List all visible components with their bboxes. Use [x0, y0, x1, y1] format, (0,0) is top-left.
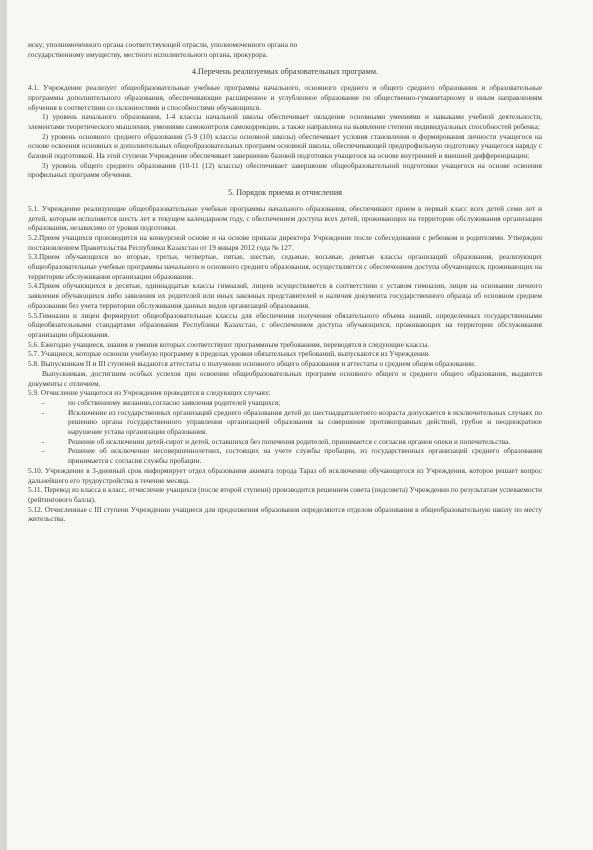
paragraph-5-5: 5.5.Гимназии и лицеи формируют общеобразовательные классы для обеспечения получения обязательного объема знаний, определенных государственными общеобязательными стандартами образования Республики Казахстан, с обеспечением доступа обучающихся, проживающих на территории обслуживания организации образования. — [28, 310, 542, 339]
paragraph-4-level-2: 2) уровень основного среднего образования (5-9 (10) классы основной школы) обеспечивает условия становления и формирования личности учащегося на основе освоения основных и дополнительных общеобразовательных программ основной школы, обеспечивающей предпрофильную подготовку учащегося наряду с базовой подготовкой. На этой ступени Учреждение обеспечивает завершение базовой подготовки учащегося на основе внутренней и внешней дифференциации; — [28, 131, 542, 161]
paragraph-5-8-honors: Выпускникам, достигшим особых успехов при освоении общеобразовательных программ основного общего и среднего общего образования, выдаются документы с отличием. — [28, 368, 542, 388]
paragraph-5-12: 5.12. Отчисленные с III ступени Учреждении учащиеся для продолжения образования определяются отделом образования в общеобразовательную школу по месту жительства. — [28, 504, 542, 524]
list-item: - по собственному желанию,согласно заявления родителей учащихся; — [68, 398, 542, 408]
paragraph-5-9: 5.9. Отчисление учащегося из Учреждения проводится в следующих случаях: — [28, 388, 271, 398]
paragraph-4-level-1: 1) уровень начального образования, 1-4 классы начальной школы обеспечивает овладение основными умениями и навыками учебной деятельности, элементами теоретического мышления, умениями самоконтроля самокоррекции, а также направлена на выявление степени индивидуальных способностей ребенка; — [28, 112, 542, 131]
paragraph-5-8: 5.8. Выпускникам II и III ступеней выдаются аттестаты о получении основного общего образования и аттестаты о среднем общем образовании. — [28, 359, 476, 369]
paragraph-5-3: 5.3.Прием обучающихся во вторые, третьи, четвертые, пятые, шестые, седьмые, восьмые, девятые классы организаций образования, реализующих общеобразовательные учебные программы начального и основного среднего образования, осуществляется с обеспечением доступа обучающихся, проживающих на территории обслуживания организации образования. — [28, 252, 542, 281]
paragraph-5-2: 5.2.Прием учащихся производится на конкурсной основе и на основе приказа директора Учреждение после собеседования с ребенком и родителями. Утвержден постановлением Правительства Республики Казахстан от 19 января 2012 года № 127. — [28, 232, 542, 252]
paragraph-5-4: 5.4.Прием обучающихся в десятые, одиннадцатые классы гимназий, лицеев осуществляется в соответствии с уставом гимназии, лицея на основании личного заявления обучающихся либо заявления их родителей или иных законных представителей и наличия документа государственного образца об основном среднем образовании без учета территории обслуживания данных видов организаций образования. — [28, 281, 542, 310]
section-4-title: 4.Перечень реализуемых образовательных программ. — [191, 67, 379, 77]
paragraph-5-11: 5.11. Перевод из класса в класс, отчисление учащихся (после второй ступени) производится решением совета (педсовета) Учреждении по результатам успеваемости (рейтингового балла). — [28, 485, 542, 504]
section-5-title: 5. Порядок приема и отчисления — [227, 188, 342, 198]
page-edge-shadow — [0, 0, 7, 850]
paragraph-5-10: 5.10. Учреждение в 3-дневный срок информирует отдел образования акимата города Тараз об исключении обучающегося из Учреждения, которое решает вопрос дальнейшего его трудоустройства в течение месяца. — [28, 465, 542, 485]
document-body — [28, 40, 542, 524]
paragraph-4-level-3: 3) уровень общего среднего образования (10-11 (12) классы) обеспечивает завершение общеобразовательной подготовки учащегося на основе освоения профильных программ обучения. — [28, 160, 542, 180]
paragraph-4-1: 4.1. Учреждение реализует общеобразовательные учебные программы начального, основного среднего и общего среднего образования и образовательные программы дополнительного образования, обеспечивающие расширенное и углубленное образование по общественно-гуманитарному и иным направлениям обучения в соответствии со склонностями и способностями обучающихся. — [28, 83, 542, 112]
list-item: - Исключение из государственных организаций среднего образования детей до шестнадцатилетнего возраста допускается в исключительных случаях по решению органа государственного управления организацией образования за совершение противоправных действий, грубое и неоднократное нарушение устава организации образования. — [68, 408, 542, 437]
intro-line-1: иску; уполномоченного органа соответствующей отрасли, уполномоченного органа по — [28, 40, 298, 49]
paragraph-5-7: 5.7. Учащиеся, которые освоили учебную программу в пределах уровня обязательных требований, выпускаются из Учреждения. — [28, 349, 430, 359]
list-item: - Решение об исключении несовершеннолетних, состоящих на учете службы пробации, из государственных организаций среднего образования принимается с согласия службы пробации. — [68, 446, 542, 465]
paragraph-5-1: 5.1. Учреждение реализующие общеобразовательные учебные программы начального образования, обеспечивают прием в первый класс всех детей семи лет и детей, которым исполняется шесть лет в текущем календарном году, с обеспечением доступа всех детей, проживающих на территории обслуживания организации образования, независимо от уровня подготовки. — [28, 203, 542, 233]
intro-line-2: государственному имуществу, местного исполнительного органа, прокурора. — [28, 49, 268, 59]
list-item: - Решение об исключении детей-сирот и детей, оставшихся без попечения родителей, принимается с согласия органов опеки и попечительства. — [68, 437, 542, 447]
expulsion-cases-list — [28, 398, 542, 466]
paragraph-5-6: 5.6. Ежегодно учащиеся, знания и умения которых соответствуют программным требованиям, переводятся в следующие классы. — [28, 339, 430, 349]
